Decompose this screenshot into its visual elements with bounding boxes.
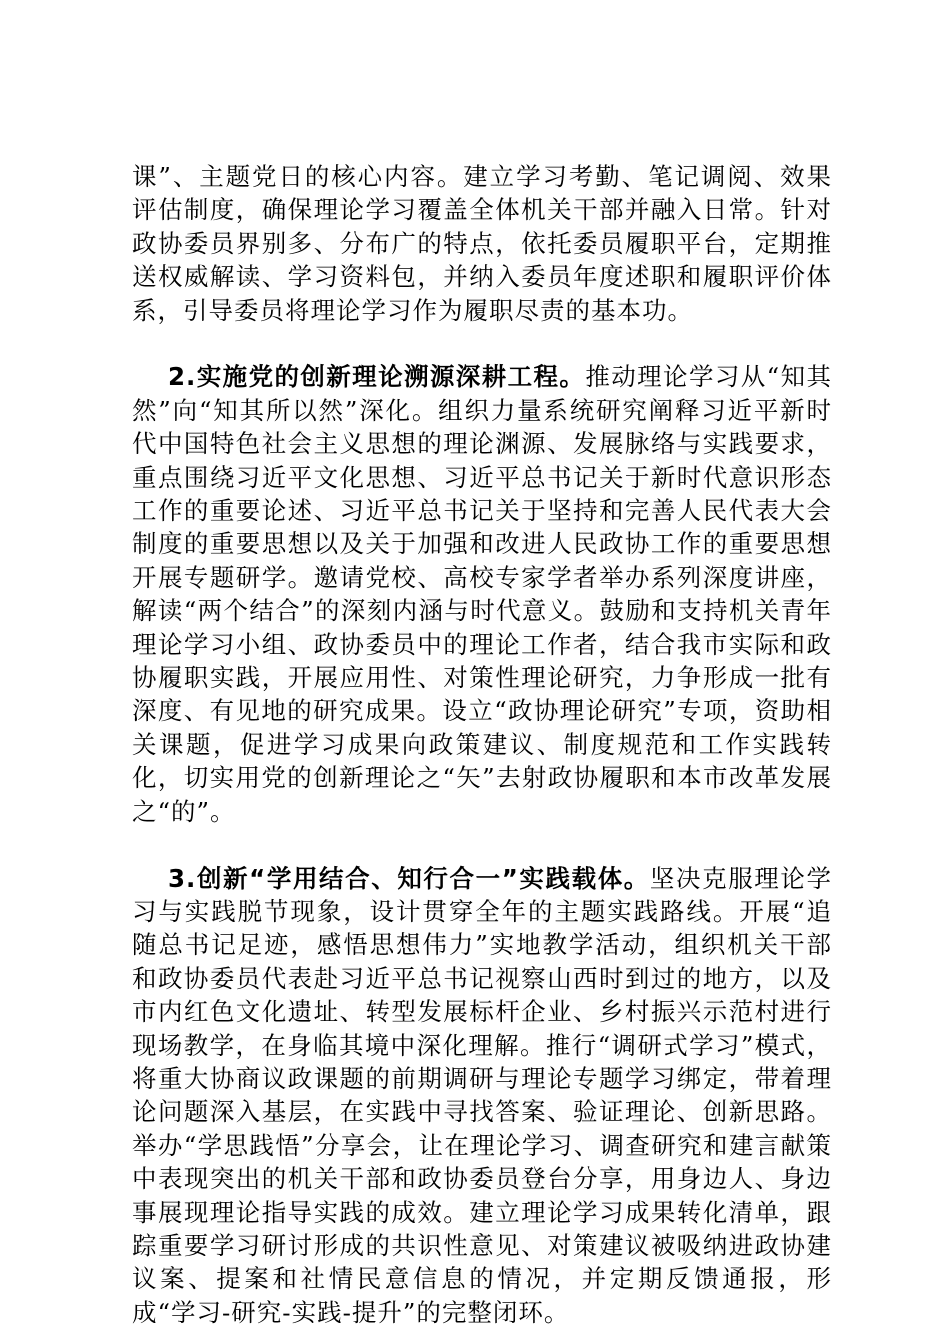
paragraph-body: 课”、主题党日的核心内容。建立学习考勤、笔记调阅、效果评估制度，确保理论学习覆盖全体机关干部并融入日常。针对政协委员界别多、分布广的特点，依托委员履职平台，定期推送权威解读、学习资料包，并纳入委员年度述职和履职评价体系，引导委员将理论学习作为履职尽责的基本功。	[132, 162, 832, 325]
document-page	[132, 160, 832, 1329]
paragraph-item-3	[132, 862, 832, 1330]
paragraph-continuation	[132, 160, 832, 327]
paragraph-item-2	[132, 360, 832, 828]
paragraph-heading: 2.实施党的创新理论溯源深耕工程。	[168, 362, 586, 392]
paragraph-body: 坚决克服理论学习与实践脱节现象，设计贯穿全年的主题实践路线。开展“追随总书记足迹，感悟思想伟力”实地教学活动，组织机关干部和政协委员代表赴习近平总书记视察山西时到过的地方，以及市内红色文化遗址、转型发展标杆企业、乡村振兴示范村进行现场教学，在身临其境中深化理解。推行“调研式学习”模式，将重大协商议政课题的前期调研与理论专题学习绑定，带着理论问题深入基层，在实践中寻找答案、验证理论、创新思路。举办“学思践悟”分享会，让在理论学习、调查研究和建言献策中表现突出的机关干部和政协委员登台分享，用身边人、身边事展现理论指导实践的成效。建立理论学习成果转化清单，跟踪重要学习研讨形成的共识性意见、对策建议被吸纳进政协建议案、提案和社情民意信息的情况，并定期反馈通报，形成“学习-研究-实践-提升”的完整闭环。	[132, 863, 833, 1327]
paragraph-heading: 3.创新“学用结合、知行合一”实践载体。	[168, 863, 650, 893]
paragraph-body: 推动理论学习从“知其然”向“知其所以然”深化。组织力量系统研究阐释习近平新时代中国特色社会主义思想的理论渊源、发展脉络与实践要求，重点围绕习近平文化思想、习近平总书记关于新时代意识形态工作的重要论述、习近平总书记关于坚持和完善人民代表大会制度的重要思想以及关于加强和改进人民政协工作的重要思想开展专题研学。邀请党校、高校专家学者举办系列深度讲座，解读“两个结合”的深刻内涵与时代意义。鼓励和支持机关青年理论学习小组、政协委员中的理论工作者，结合我市实际和政协履职实践，开展应用性、对策性理论研究，力争形成一批有深度、有见地的研究成果。设立“政协理论研究”专项，资助相关课题，促进学习成果向政策建议、制度规范和工作实践转化，切实用党的创新理论之“矢”去射政协履职和本市改革发展之“的”。	[132, 362, 832, 826]
